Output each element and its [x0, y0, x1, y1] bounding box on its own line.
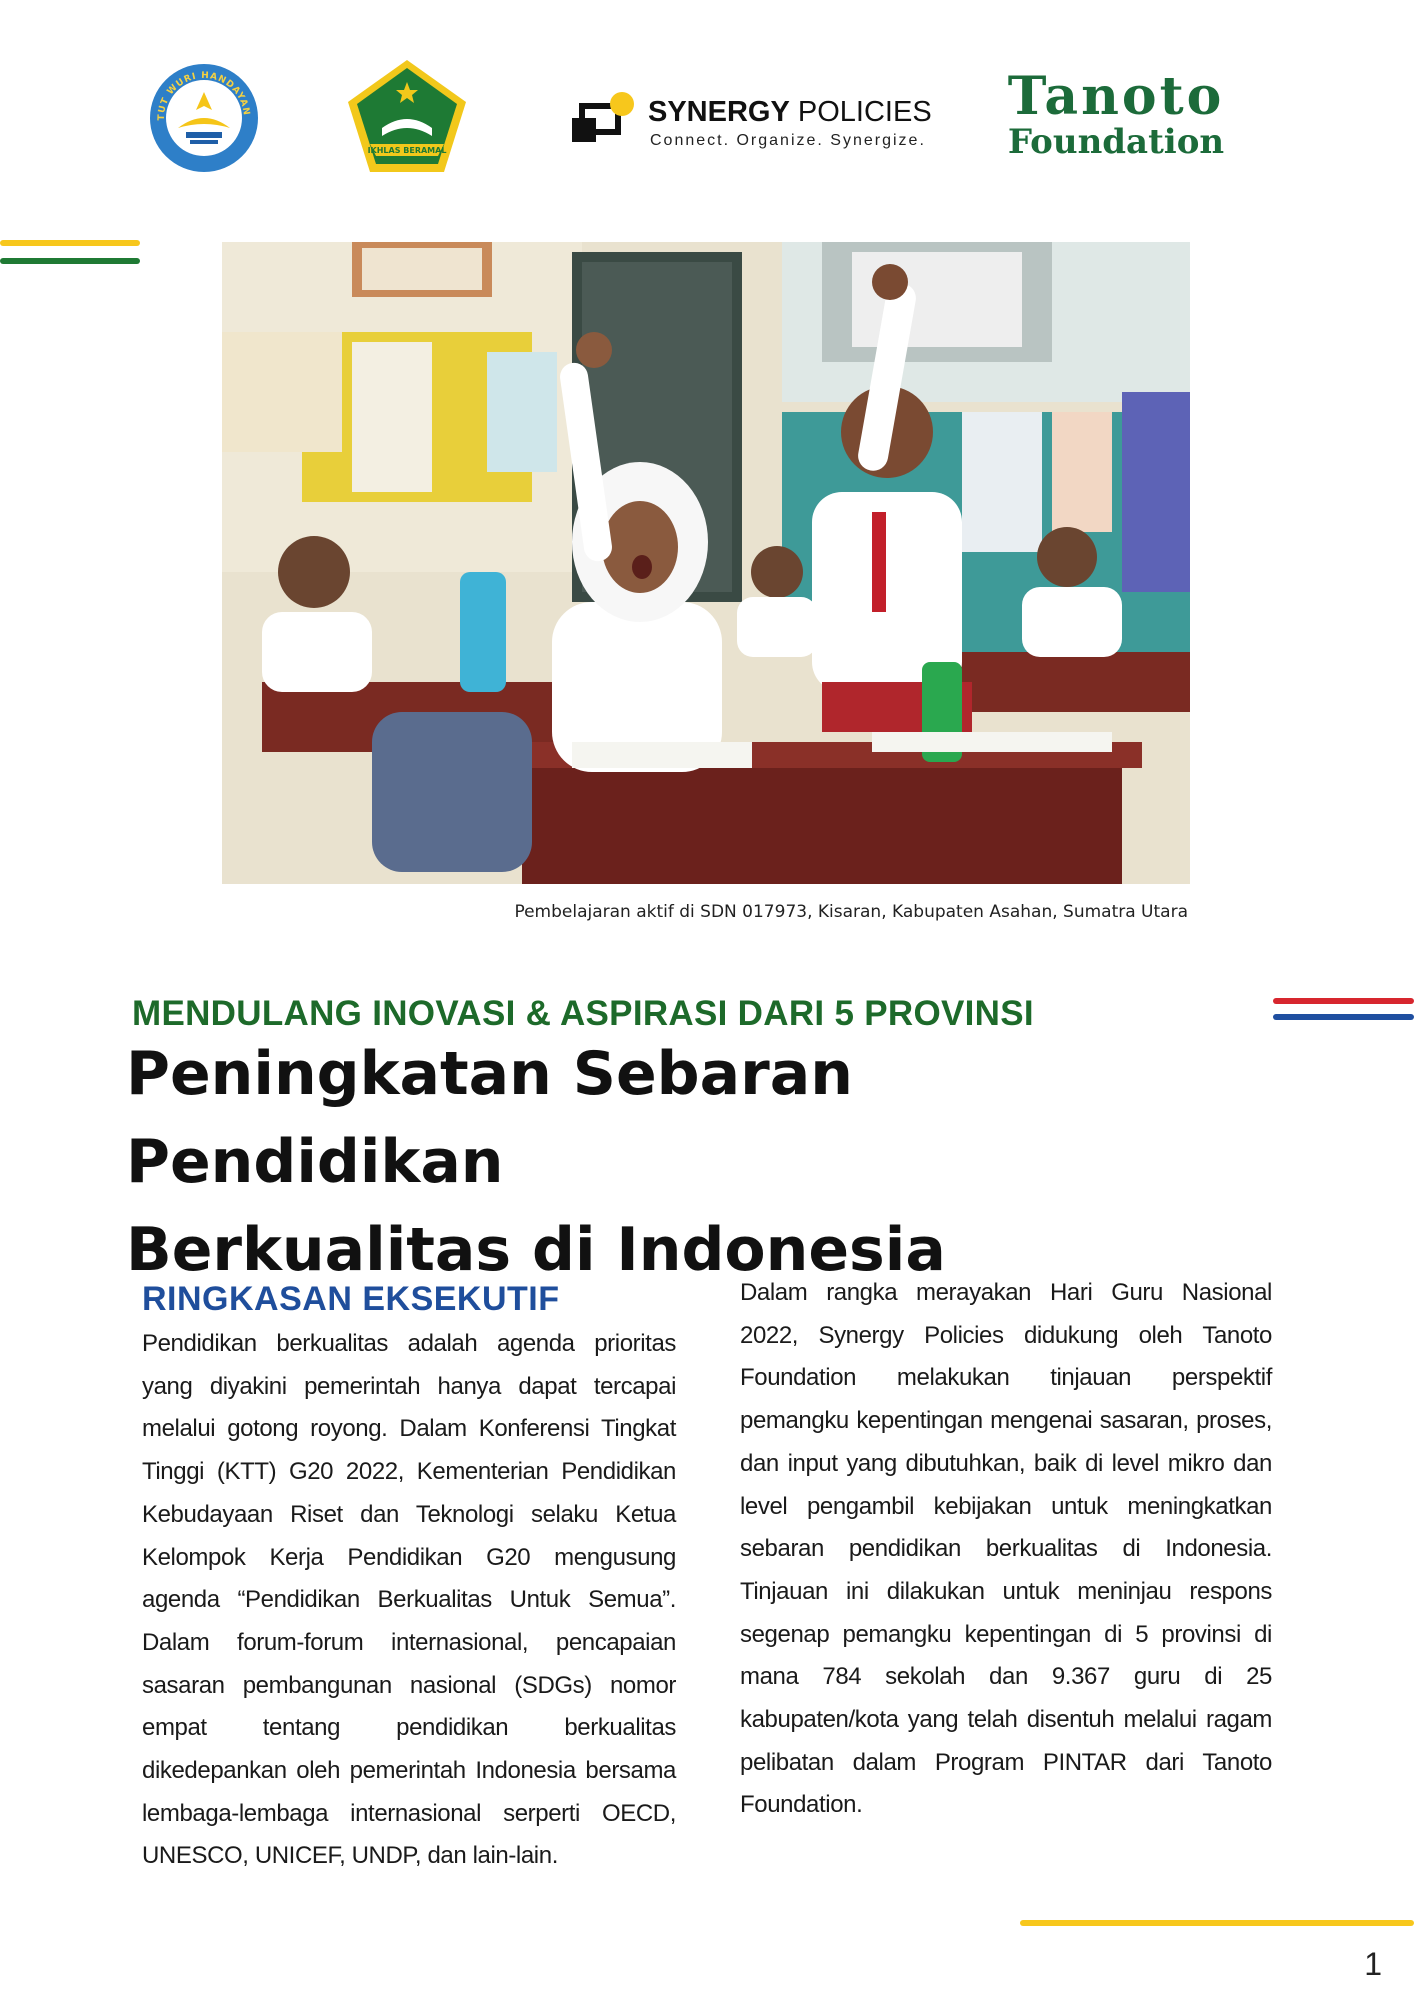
summary-left-column: Pendidikan berkualitas adalah agenda prioritas yang diyakini pemerintah hanya dapat tercapai melalui gotong royong. Dalam Konferensi Tingkat Tinggi (KTT) G20 2022, Kementerian Pendidikan Kebudayaan Riset dan Teknologi selaku Ketua Kelompok Kerja Pendidikan G20 mengusung agenda “Pendidikan Berkualitas Untuk Semua”. Dalam forum-forum internasional, pencapaian sasaran pembangunan nasional (SDGs) nomor empat tentang pendidikan berkualitas dikedepankan oleh pemerintah Indonesia bersama lembaga-lembaga internasional serperti OECD, UNESCO, UNICEF, UNDP, dan lain-lain. [142, 1330, 676, 1870]
accent-line-yellow-left [0, 240, 140, 246]
kemenag-logo [346, 58, 468, 176]
page-title [126, 1030, 1226, 1294]
kemdikbud-logo [148, 62, 260, 174]
classroom-photo [222, 242, 1190, 884]
tanoto-logo-line2: Foundation [1007, 122, 1225, 162]
photo-caption: Pembelajaran aktif di SDN 017973, Kisaran, Kabupaten Asahan, Sumatra Utara [514, 902, 1188, 922]
accent-line-blue-right [1273, 1014, 1414, 1020]
executive-summary-heading: RINGKASAN EKSEKUTIF [142, 1280, 560, 1318]
synergy-name: SYNERGY POLICIES [648, 96, 932, 128]
kemenag-banner-text: IKHLAS BERAMAL [367, 146, 447, 155]
tanoto-logo-line1: Tanoto [1007, 66, 1225, 127]
kicker-heading: MENDULANG INOVASI & ASPIRASI DARI 5 PROVINSI [132, 994, 1034, 1033]
synergy-tagline: Connect. Organize. Synergize. [650, 132, 926, 149]
synergy-policies-logo [572, 88, 952, 158]
synergy-mark-icon [572, 92, 638, 150]
title-line-1: Peningkatan Sebaran Pendidikan [126, 1039, 853, 1197]
tanoto-foundation-logo [1006, 66, 1226, 162]
page-number: 1 [1364, 1946, 1382, 1982]
accent-line-red-right [1273, 998, 1414, 1004]
accent-line-green-left [0, 258, 140, 264]
accent-line-yellow-bottom [1020, 1920, 1414, 1926]
summary-right-column: Dalam rangka merayakan Hari Guru Nasional 2022, Synergy Policies didukung oleh Tanoto Foundation melakukan tinjauan perspektif pemangku kepentingan mengenai sasaran, proses, dan input yang dibutuhkan, baik di level mikro dan level pengambil kebijakan untuk meningkatkan sebaran pendidikan berkualitas di Indonesia. Tinjauan ini dilakukan untuk meninjau respons segenap pemangku kepentingan di 5 provinsi di mana 784 sekolah dan 9.367 guru di 25 kabupaten/kota yang telah disentuh melalui ragam pelibatan dalam Program PINTAR dari Tanoto Foundation. [740, 1279, 1272, 1819]
title-line-2: Berkualitas di Indonesia [126, 1215, 946, 1285]
kemdikbud-ring-text: TUT WURI HANDAYAN [156, 70, 252, 121]
